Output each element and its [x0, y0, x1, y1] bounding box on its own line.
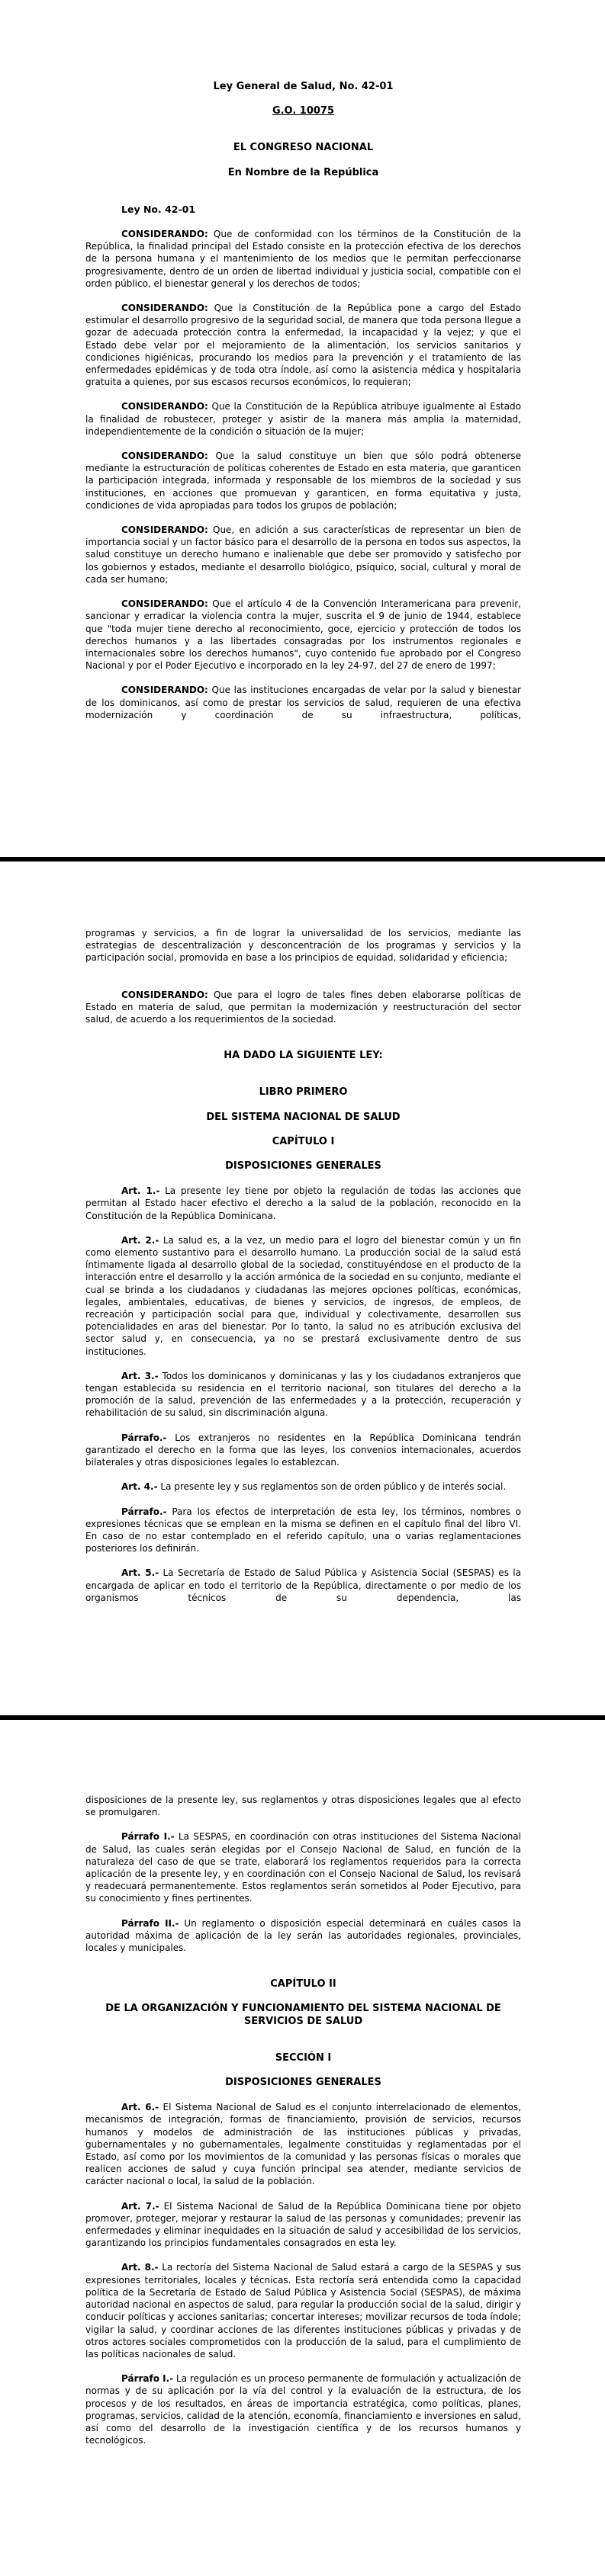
- document-title: Ley General de Salud, No. 42-01: [213, 81, 394, 92]
- section-heading: CAPÍTULO I: [272, 1135, 335, 1147]
- paragraph-text: Que de conformidad con los términos de la Constitución de la República, la finalidad principal del Estado consiste en la protección efectiva de los derechos de la persona humana y el mantenimiento de los medios que le permitan perfeccionarse progresivamente, dentro de un orden de libertad individual y justicia social, compatible con el orden público, el bienestar general y los derechos de todos;: [85, 229, 521, 289]
- document-page-1: [0, 0, 605, 857]
- paragraph-text: El Sistema Nacional de Salud es el conjunto interrelacionado de elementos, mecanismos de integración, formas de financiamiento, provisión de servicios, recursos humanos y modelos de administración de las instituciones públicas y privadas, gubernamentales y no gubernamentales, legalmente constituidas y reglamentadas por el Estado, así como por los movimientos de la comunidad y las personas físicas o morales que realicen acciones de salud y cuya función principal sea atender, mediante servicios de carácter nacional o local, la salud de la población.: [85, 2102, 521, 2187]
- paragraph-lead: Art. 6.-: [121, 2102, 159, 2113]
- paragraph-lead: CONSIDERANDO:: [121, 598, 208, 610]
- paragraph-lead: CONSIDERANDO:: [121, 303, 208, 314]
- document-page-3: [0, 1720, 605, 2576]
- paragraph: [85, 1567, 521, 1604]
- paragraph: [85, 1185, 521, 1222]
- paragraph-text: Que el artículo 4 de la Convención Interamericana para prevenir, sancionar y erradicar la violencia contra la mujer, suscrita el 9 de junio de 1944, establece que "toda mujer tiene derecho al reconocimiento, goce, ejercicio y protección de todos los derechos humanos y a las libertades consagradas por los instrumentos regionales e internacionales sobre los derechos humanos", cuyo contenido fue aprobado por el Congreso Nacional y por el Poder Ejecutivo e incorporado en la ley 24-97, del 27 de enero de 1997;: [85, 598, 522, 672]
- paragraph: [85, 1234, 521, 1358]
- paragraph: [85, 1432, 521, 1469]
- section-heading: DISPOSICIONES GENERALES: [225, 1160, 381, 1173]
- paragraph: [85, 989, 521, 1026]
- paragraph-text: La presente ley tiene por objeto la regulación de todas las acciones que permitan al Estado hacer efectivo el derecho a la salud de la población, reconocido en la Constitución de la República Dominicana.: [85, 1185, 521, 1221]
- paragraph-lead: Art. 3.-: [121, 1370, 159, 1381]
- paragraph-text: Que la Constitución de la República pone a cargo del Estado estimular el desarrollo progresivo de la seguridad social, de manera que toda persona llegue a gozar de adecuada protección contra la enfermedad, la incapacidad y la vejez; y que el Estado debe velar por el mejoramiento de la alimentación, los servicios sanitarios y condiciones higiénicas, procurando los medios para la prevención y el tratamiento de las enfermedades epidémicas y de toda otra índole, así como la asistencia médica y hospitalaria gratuita a quienes, por sus escasos recursos económicos, lo requieran;: [85, 303, 521, 388]
- paragraph-lead: CONSIDERANDO:: [121, 685, 208, 696]
- paragraph-text: La rectoría del Sistema Nacional de Salud estará a cargo de la SESPAS y sus expresiones territoriales, locales y técnicas. Esta rectoría será entendida como la capacidad política de la Secretaría de Estado de Salud Pública y Asistencia Social (SESPAS), de máxima autoridad nacional en aspectos de salud, para regular la producción social de la salud, dirigir y conducir políticas y acciones sanitarias; concertar intereses; movilizar recursos de toda índole; vigilar la salud, y coordinar acciones de las diferentes instituciones públicas y privadas y de otros actores sociales comprometidos con la producción de la salud, para el cumplimiento de las políticas nacionales de salud.: [85, 2262, 521, 2359]
- paragraph: [85, 1830, 521, 1904]
- paragraph: [85, 400, 521, 438]
- paragraph-text: Todos los dominicanos y dominicanas y las y los ciudadanos extranjeros que tengan establecida su residencia en el territorio nacional, son titulares del derecho a la promoción de la salud, prevención de las enfermedades y a la protección, recuperación y rehabilitación de su salud, sin discriminación alguna.: [85, 1370, 521, 1419]
- paragraph: [85, 1480, 521, 1493]
- paragraph-lead: Párrafo.-: [121, 1432, 167, 1443]
- paragraph: [85, 2200, 521, 2250]
- paragraph-lead: Párrafo II.-: [121, 1917, 179, 1929]
- section-heading: En Nombre de la República: [227, 166, 379, 178]
- law-number-subheading: Ley No. 42-01: [121, 203, 196, 215]
- paragraph: [85, 302, 521, 388]
- paragraph-lead: CONSIDERANDO:: [121, 989, 208, 1000]
- paragraph-lead: Art. 2.-: [121, 1234, 159, 1246]
- paragraph-text: Los extranjeros no residentes en la República Dominicana tendrán garantizado el derecho en la forma que las leyes, los convenios internacionales, acuerdos bilaterales y otras disposiciones legales lo establezcan.: [85, 1432, 521, 1468]
- paragraph-continuation: disposiciones de la presente ley, sus reglamentos y otras disposiciones legales que al efecto se promulgaren.: [85, 1795, 521, 1818]
- paragraph-text: La presente ley y sus reglamentos son de orden público y de interés social.: [160, 1481, 507, 1493]
- document-page-2: [0, 861, 605, 1715]
- section-heading: HA DADO LA SIGUIENTE LEY:: [224, 1050, 383, 1062]
- paragraph-text: La SESPAS, en coordinación con otras instituciones del Sistema Nacional de Salud, las cuales serán elegidas por el Consejo Nacional de Salud, en función de la naturaleza del caso de que se trate, elaborará los reglamentos requeridos para la correcta aplicación de la presente ley, y en coordinación con el Consejo Nacional de Salud, los revisará y readecuará permanentemente. Estos reglamentos serán sometidos al Poder Ejecutivo, para su conocimiento y fines pertinentes.: [85, 1831, 521, 1904]
- section-heading: LIBRO PRIMERO: [259, 1086, 348, 1099]
- paragraph-text: La Secretaría de Estado de Salud Pública y Asistencia Social (SESPAS) es la encargada de aplicar en todo el territorio de la República, directamente o por medio de los organismos técnicos de su dependencia, las: [85, 1567, 521, 1603]
- paragraph-text: Para los efectos de interpretación de esta ley, los términos, nombres o expresiones técnicas que se emplean en la misma se definen en el capítulo final del libro VI. En caso de no estar contemplado en el referido capítulo, una o varias reglamentaciones posteriores los definirán.: [85, 1506, 521, 1554]
- paragraph: [85, 684, 521, 721]
- paragraph-lead: Art. 4.-: [121, 1481, 158, 1493]
- paragraph: [85, 524, 521, 585]
- paragraph: [85, 1506, 521, 1555]
- paragraph-lead: Párrafo I.-: [121, 2373, 174, 2385]
- paragraph-lead: Párrafo I.-: [121, 1831, 175, 1843]
- paragraph-text: Que la Constitución de la República atribuye igualmente al Estado la finalidad de robustecer, proteger y asistir de la manera más amplia la maternidad, independientemente de la condición o situación de la mujer;: [85, 401, 521, 437]
- document-title: G.O. 10075: [272, 105, 335, 117]
- section-heading: DE LA ORGANIZACIÓN Y FUNCIONAMIENTO DEL SISTEMA NACIONAL DE SERVICIOS DE SALUD: [105, 2003, 501, 2027]
- paragraph: [85, 1370, 521, 1420]
- paragraph: [85, 598, 521, 672]
- paragraph-text: El Sistema Nacional de Salud de la República Dominicana tiene por objeto promover, proteger, mejorar y restaurar la salud de las personas y comunidades; prevenir las enfermedades y eliminar inequidades en la situación de salud y accesibilidad de los servicios, garantizando los principios fundamentales consagrados en esta ley.: [85, 2200, 521, 2249]
- paragraph-lead: Art. 8.-: [121, 2262, 159, 2273]
- paragraph-lead: Art. 1.-: [121, 1185, 160, 1197]
- paragraph: [85, 450, 521, 512]
- section-heading: EL CONGRESO NACIONAL: [233, 142, 374, 154]
- paragraph-text: Que, en adición a sus características de representar un bien de importancia social y un factor básico para el desarrollo de la persona en todos sus aspectos, la salud constituye un derecho humano e inalienable que debe ser promovido y satisfecho por los gobiernos y estados, mediante el desarrollo biológico, psíquico, social, cultural y moral de cada ser humano;: [85, 525, 521, 585]
- paragraph-lead: Art. 5.-: [121, 1567, 159, 1579]
- paragraph: [85, 2372, 521, 2446]
- paragraph-text: Que para el logro de tales fines deben elaborarse políticas de Estado en materia de salud, que permitan la modernización y reestructuración del sector salud, de acuerdo a los requerimientos de la sociedad.: [85, 989, 521, 1025]
- section-heading: SECCIÓN I: [275, 2051, 332, 2064]
- paragraph-lead: CONSIDERANDO:: [121, 451, 208, 462]
- section-heading: DISPOSICIONES GENERALES: [225, 2077, 381, 2089]
- paragraph-lead: CONSIDERANDO:: [121, 401, 208, 412]
- paragraph-lead: CONSIDERANDO:: [121, 525, 208, 536]
- paragraph: [85, 228, 521, 290]
- paragraph-lead: Párrafo.-: [121, 1506, 167, 1517]
- paragraph: [85, 1917, 521, 1955]
- paragraph-lead: CONSIDERANDO:: [121, 229, 208, 240]
- paragraph: [85, 2261, 521, 2360]
- paragraph-continuation: programas y servicios, a fin de lograr la universalidad de los servicios, mediante las estrategias de descentralización y desconcentración de los programas y servicios y la participación social, promovida en base a los principios de equidad, solidaridad y eficiencia;: [85, 928, 521, 964]
- paragraph-text: Un reglamento o disposición especial determinará en cuáles casos la autoridad máxima de aplicación de la ley serán las autoridades regionales, provinciales, locales y municipales.: [85, 1917, 521, 1954]
- paragraph-text: La regulación es un proceso permanente de formulación y actualización de normas y de su aplicación por la vía del control y la evaluación de la estructura, de los procesos y de los resultados, en áreas de importancia estratégica, como políticas, planes, programas, servicios, calidad de la atención, economía, financiamiento e inversiones en salud, así como del desarrollo de la investigación científica y de los recursos humanos y tecnológicos.: [85, 2373, 521, 2446]
- section-heading: DEL SISTEMA NACIONAL DE SALUD: [206, 1111, 401, 1123]
- section-heading: CAPÍTULO II: [270, 1978, 336, 1991]
- paragraph-text: Que la salud constituye un bien que sólo podrá obtenerse mediante la estructuración de políticas coherentes de Estado en esta materia, que garanticen la participación integrada, informada y responsable de los miembros de la sociedad y sus instituciones, en acciones que promuevan y garanticen, en forma equitativa y justa, condiciones de vida apropiadas para todos los grupos de población;: [85, 451, 521, 511]
- paragraph-lead: Art. 7.-: [121, 2200, 159, 2212]
- paragraph: [85, 2101, 521, 2187]
- paragraph-text: Que las instituciones encargadas de velar por la salud y bienestar de los dominicanos, así como de prestar los servicios de salud, requieren de una efectiva modernización y coordinación de su infraestructura, políticas,: [85, 685, 521, 720]
- paragraph-text: La salud es, a la vez, un medio para el logro del bienestar común y un fin como elemento sustantivo para el desarrollo humano. La producción social de la salud está íntimamente ligada al desarrollo global de la sociedad, constituyéndose en el producto de la interacción entre el desarrollo y la acción armónica de la sociedad en su conjunto, mediante el cual se brinda a los ciudadanos y ciudadanas las mejores opciones políticas, económicas, legales, ambientales, educativas, de bienes y servicios, de ingresos, de empleos, de recreación y participación social para que, individual y colectivamente, desarrollen sus potencialidades en aras del bienestar. Por lo tanto, la salud no es atribución exclusiva del sector salud y, en consecuencia, ya no se prestará exclusivamente dentro de sus instituciones.: [85, 1234, 521, 1357]
